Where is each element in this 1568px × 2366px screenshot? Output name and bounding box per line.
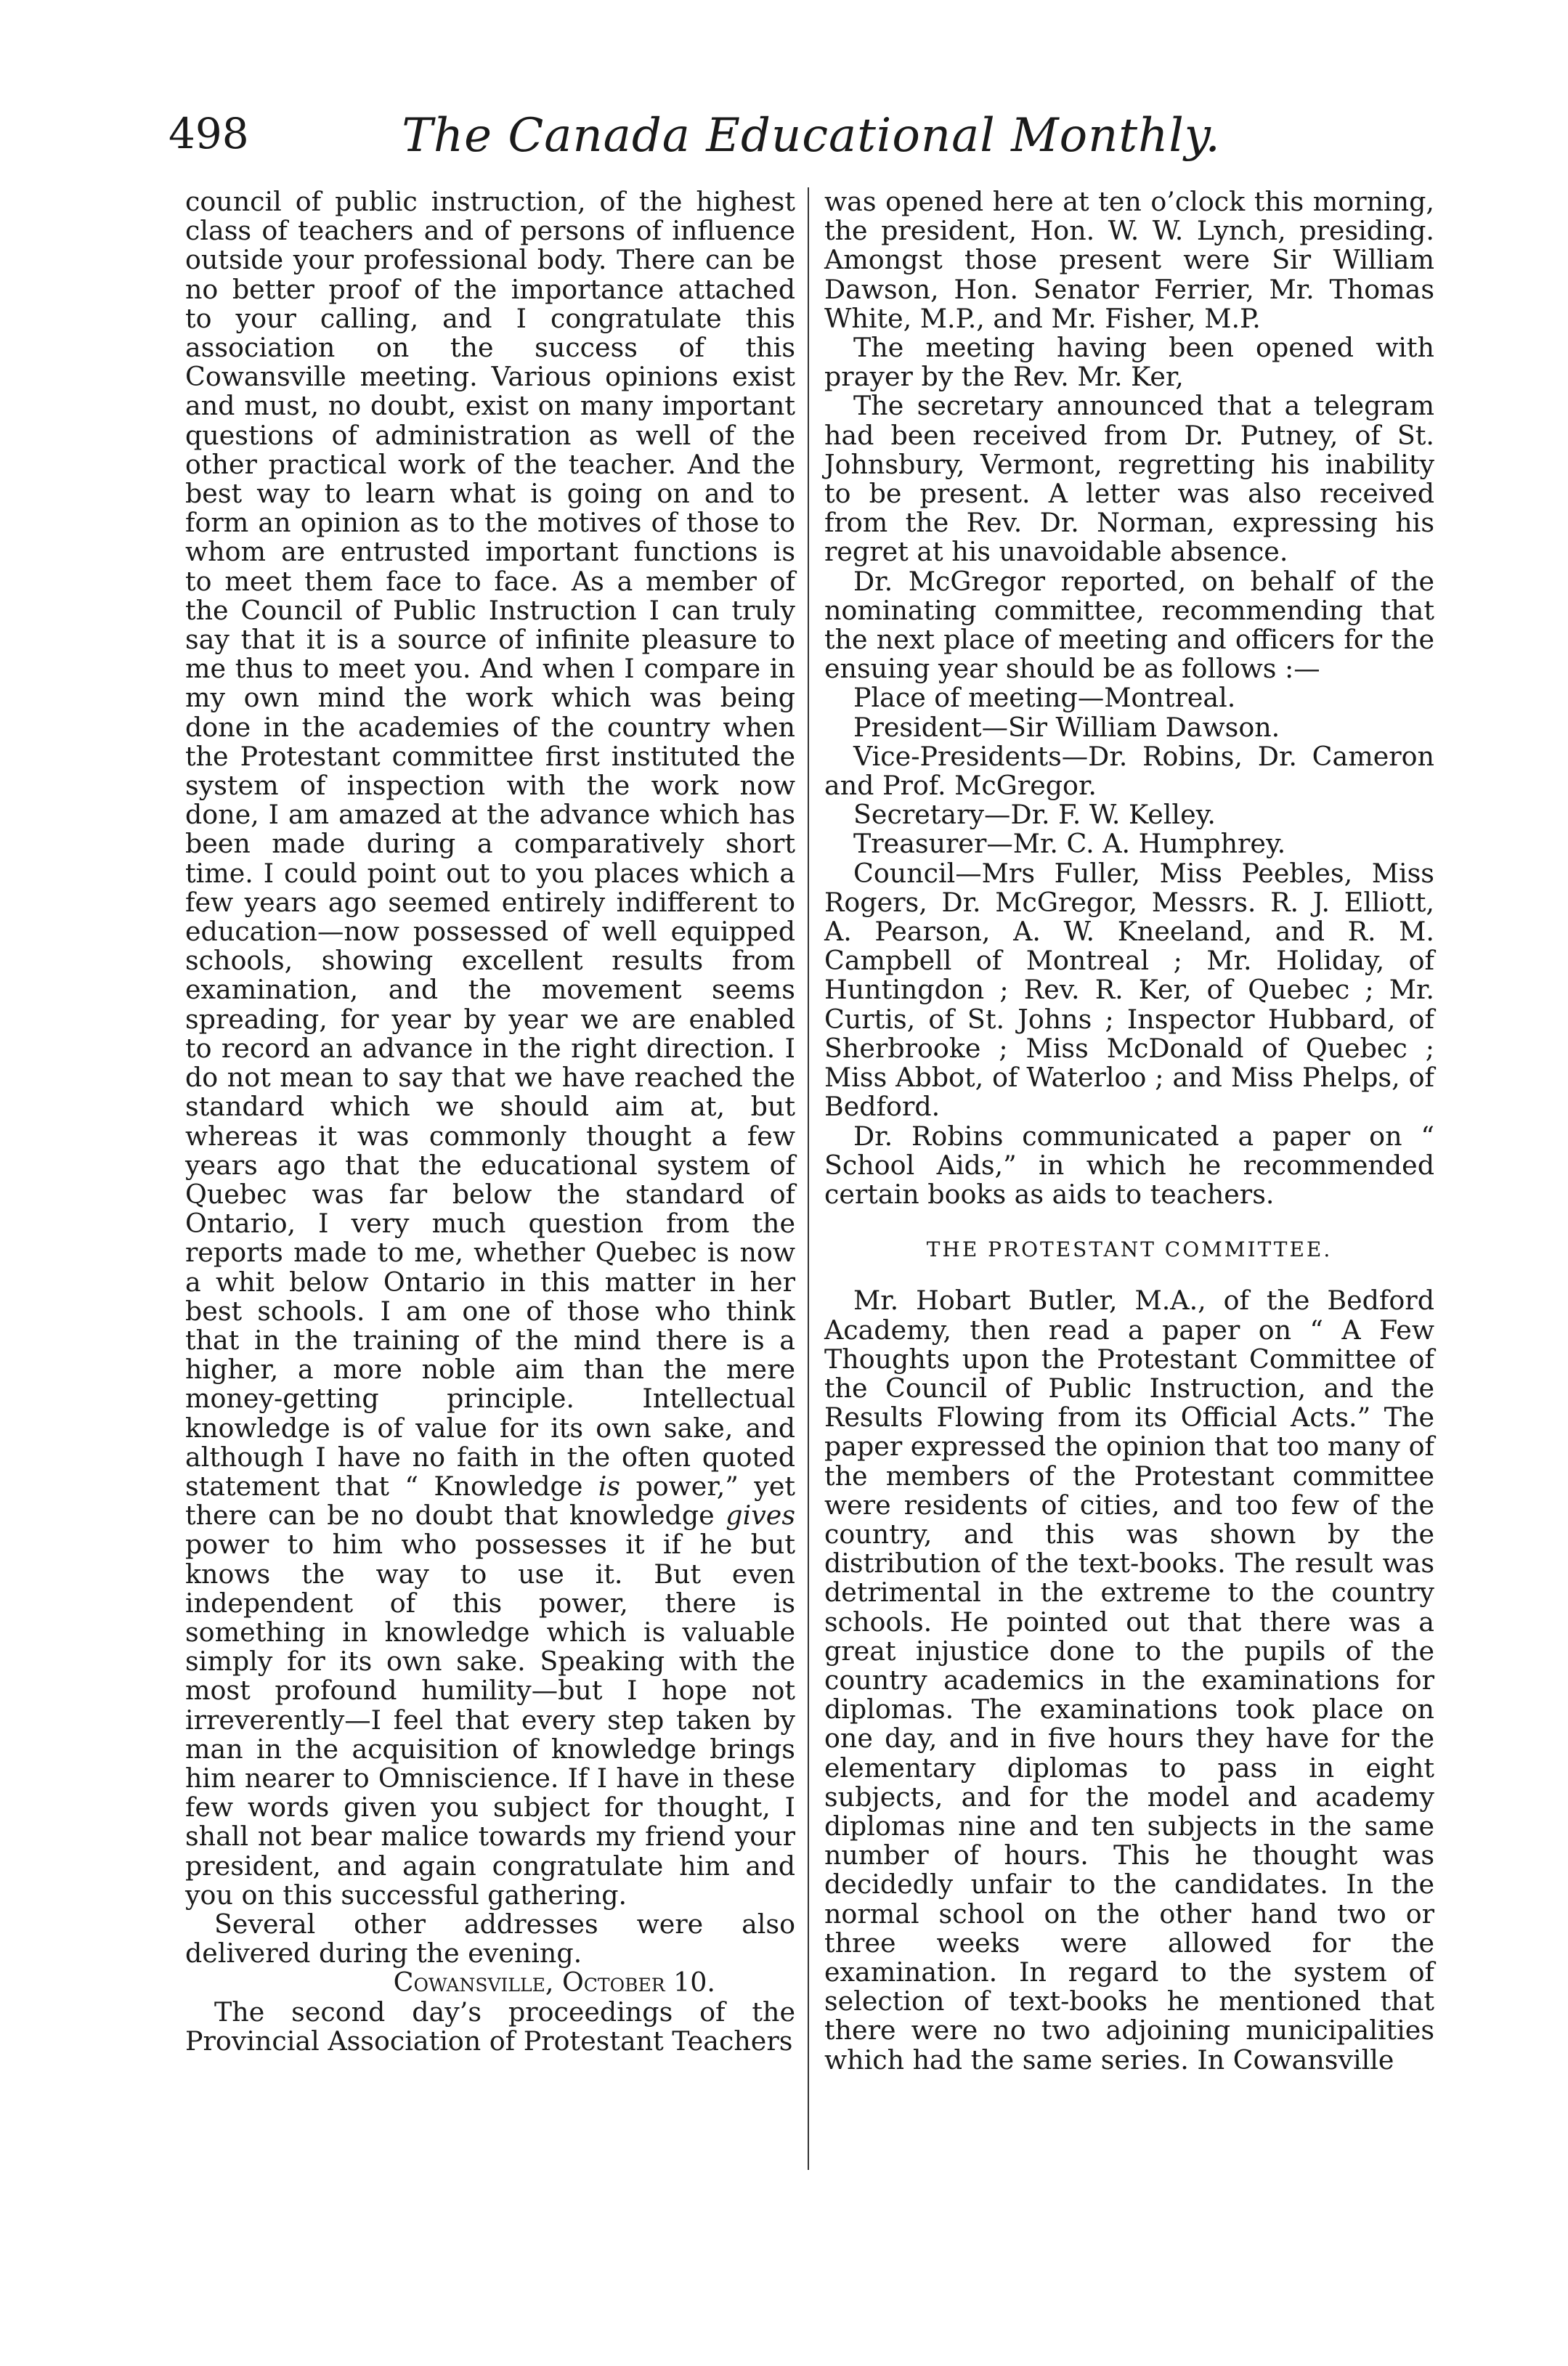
running-title: The Canada Educational Monthly. [402, 109, 1221, 163]
left-paragraph-2: Several other addresses were also delivered during the evening. [185, 1908, 795, 1969]
right-paragraph-4: Dr. McGregor reported, on behalf of the nominating committee, recommending that the next place of meeting and officers for the ensuing year should be as follows :— [824, 565, 1434, 685]
list-item: Vice-Presidents—Dr. Robins, Dr. Cameron and Prof. McGregor. [824, 740, 1434, 802]
text-run: council of public instruction, of the highest class of teachers and of persons of influence outside your professional body. There can be no better proof of the importance attached to your calling, and I congratulate this association on the success of this Cowansville meeting. Various opinions exist and must, no doubt, exist on many important questions of administration as well of the other practical work of the teacher. And the best way to learn what is going on and to form an opinion as to the motives of those to whom are entrusted important functions is to meet them face to face. As a member of the Council of Public Instruction I can truly say that it is a source of infinite pleasure to me thus to meet you. And when I compare in my own mind the work which was being done in the academies of the country when the Protestant committee first instituted the system of inspection with the work now done, I am amazed at the advance which has been made during a comparatively short time. I could point out to you places which a few years ago seemed entirely indifferent to education—now possessed of well equipped schools, showing excellent results from examination, and the movement seems spreading, for year by year we are enabled to record an advance in the right direction. I do not mean to say that we have reached the standard which we should aim at, but whereas it was commonly thought a few years ago that the educational system of Quebec was far below the standard of Ontario, I very much question from the reports made to me, whether Quebec is now a whit below Ontario in this matter in her best schools. I am one of those who think that in the training of the mind there is a higher, a more noble aim than the mere money-getting principle. Intellectual knowledge is of value for its own sake, and although I have no faith in the often quoted statement that “ Knowledge [185, 186, 795, 1502]
italic-word: gives [726, 1500, 795, 1532]
list-item: Place of meeting—Montreal. [853, 682, 1236, 714]
text-run: power,” yet there can be no doubt that knowledge [185, 1470, 795, 1532]
list-item: President—Sir William Dawson. [853, 711, 1280, 743]
right-paragraph-5: Dr. Robins communicated a paper on “ School Aids,” in which he recommended certain books as aids to teachers. [824, 1120, 1434, 1210]
column-divider [808, 187, 809, 2170]
dateline: Cowansville, October 10. [393, 1967, 715, 1999]
text-run: power to him who possesses it if he but knows the way to use it. But even independent of this power, there is something in knowledge which is valuable simply for its own sake. Speaking with the most profound humility—but I hope not irreverently—I feel that every step taken by man in the acquisition of knowledge brings him nearer to Omniscience. If I have in these few words given you subject for thought, I shall not bear malice towards my friend your president, and again congratulate him and you on this successful gathering. [185, 1529, 795, 1911]
list-item: Secretary—Dr. F. W. Kelley. [853, 799, 1216, 831]
italic-word: is [598, 1470, 621, 1502]
left-paragraph-3: The second day’s proceedings of the Provincial Association of Protestant Teachers [185, 1996, 795, 2057]
right-paragraph-2: The meeting having been opened with prayer by the Rev. Mr. Ker, [824, 332, 1434, 393]
right-paragraph-1: was opened here at ten o’clock this morning, the president, Hon. W. W. Lynch, presiding. Amongst those present were Sir William Dawson, Hon. Senator Ferrier, Mr. Thomas White, M.P., and Mr. Fisher, M.P. [824, 186, 1434, 334]
left-paragraph-1 [185, 187, 795, 1910]
right-column [824, 187, 1434, 2075]
list-item: Treasurer—Mr. C. A. Humphrey. [853, 828, 1286, 860]
list-item: Council—Mrs Fuller, Miss Peebles, Miss Rogers, Dr. McGregor, Messrs. R. J. Elliott, A. Pearson, A. W. Kneeland, and R. M. Campbell of Montreal ; Mr. Holiday, of Huntingdon ; Rev. R. Ker, of Quebec ; Mr. Curtis, of St. Johns ; Inspector Hubbard, of Sherbrooke ; Miss McDonald of Quebec ; Miss Abbot, of Waterloo ; and Miss Phelps, of Bedford. [824, 857, 1434, 1123]
page-header [168, 102, 1454, 182]
left-column [185, 187, 795, 2056]
right-paragraph-6: Mr. Hobart Butler, M.A., of the Bedford Academy, then read a paper on “ A Few Thoughts upon the Protestant Committee of the Council of Public Instruction, and the Results Flowing from its Official Acts.” The paper expressed the opinion that too many of the members of the Protestant committee were residents of cities, and too few of the country, and this was shown by the distribution of the text-books. The result was detrimental in the extreme to the country schools. He pointed out that there was a great injustice done to the pupils of the country academics in the examinations for diplomas. The examinations took place on one day, and in five hours they have for the elementary diplomas to pass in eight subjects, and for the model and academy diplomas nine and ten subjects in the same number of hours. This he thought was decidedly unfair to the candidates. In the normal school on the other hand two or three weeks were allowed for the examination. In regard to the system of selection of text-books he mentioned that there were no two adjoining municipalities which had the same series. In Cowansville [824, 1285, 1434, 2076]
page-number: 498 [168, 109, 249, 158]
right-paragraph-3: The secretary announced that a telegram had been received from Dr. Putney, of St. Johnsbury, Vermont, regretting his inability to be present. A letter was also received from the Rev. Dr. Norman, expressing his regret at his unavoidable absence. [824, 390, 1434, 568]
section-heading: THE PROTESTANT COMMITTEE. [926, 1237, 1333, 1262]
